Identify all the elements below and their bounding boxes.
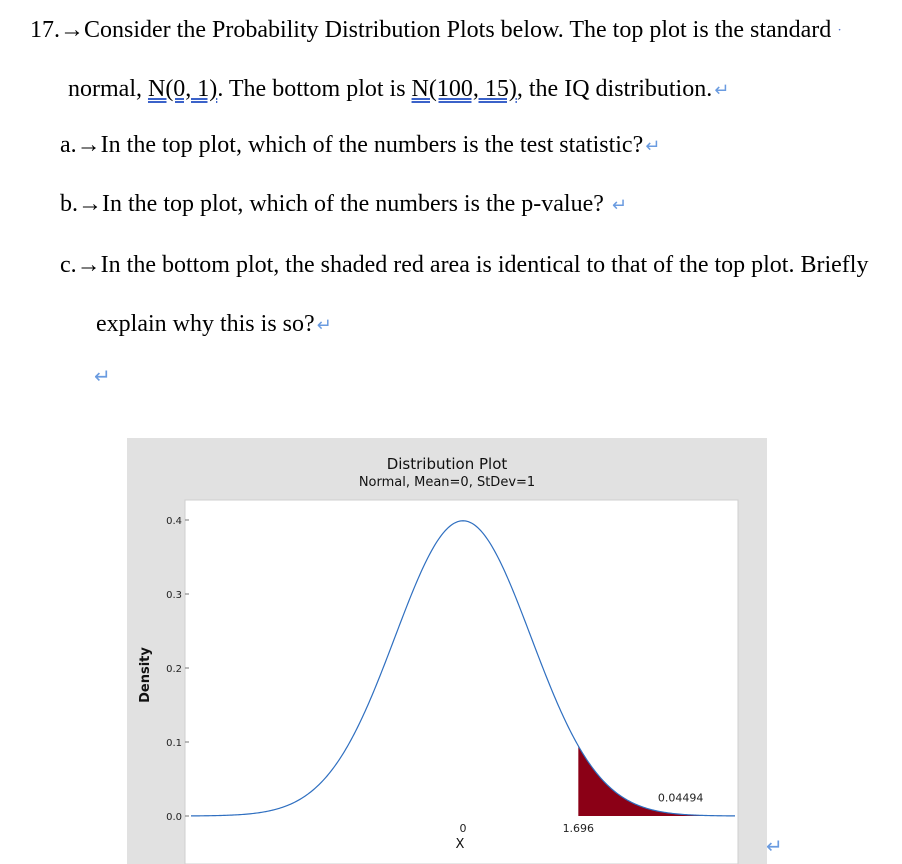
question-line-2 <box>68 74 729 106</box>
end-paragraph-mark-icon: ↵ <box>766 834 783 858</box>
distribution-notation: N(0, 1) <box>147 76 218 102</box>
y-tick-label: 0.4 <box>166 516 182 527</box>
distribution-plot <box>127 438 767 864</box>
y-tick-label: 0.0 <box>166 812 182 823</box>
question-line-1 <box>30 15 842 46</box>
question-text-part: normal, <box>68 76 148 102</box>
question-intro: 17.→Consider the Probability Distribution Plots below. The top plot is the standard <box>30 17 838 43</box>
question-a-text: a.→In the top plot, which of the numbers is the test statistic? <box>60 132 644 158</box>
shaded-area-label: 0.04494 <box>657 791 704 805</box>
chart-title: Distribution Plot <box>386 455 508 473</box>
question-a <box>60 130 660 162</box>
paragraph-mark-icon: ↵ <box>611 195 627 216</box>
y-tick-label: 0.2 <box>166 664 182 675</box>
plot-area <box>185 500 738 864</box>
question-b <box>60 189 627 221</box>
y-axis-label: Density <box>138 647 153 703</box>
x-tick-label: 1.696 <box>562 822 595 835</box>
paragraph-mark-icon: ↵ <box>645 136 661 157</box>
question-c <box>60 250 868 280</box>
y-tick-label: 0.3 <box>166 590 182 601</box>
question-c-continued <box>96 309 332 341</box>
x-tick-label: 0 <box>459 822 467 835</box>
question-b-text: b.→In the top plot, which of the numbers is the p-value? <box>60 191 610 217</box>
empty-paragraph-mark-icon: ↵ <box>94 364 111 388</box>
question-c2-text: explain why this is so? <box>96 311 315 337</box>
distribution-plot-svg <box>127 438 767 864</box>
question-text-part: , the IQ distribution. <box>516 76 713 102</box>
question-c-text: c.→In the bottom plot, the shaded red area is identical to that of the top plot. Briefly <box>60 252 869 278</box>
chart-subtitle: Normal, Mean=0, StDev=1 <box>358 475 536 490</box>
y-tick-label: 0.1 <box>166 738 182 749</box>
paragraph-mark-icon: ↵ <box>316 315 332 336</box>
x-axis-label: X <box>455 837 465 852</box>
space-mark: · <box>837 23 842 39</box>
distribution-notation: N(100, 15) <box>411 76 517 102</box>
paragraph-mark-icon: ↵ <box>714 80 730 101</box>
question-text-part: . The bottom plot is <box>217 76 412 102</box>
